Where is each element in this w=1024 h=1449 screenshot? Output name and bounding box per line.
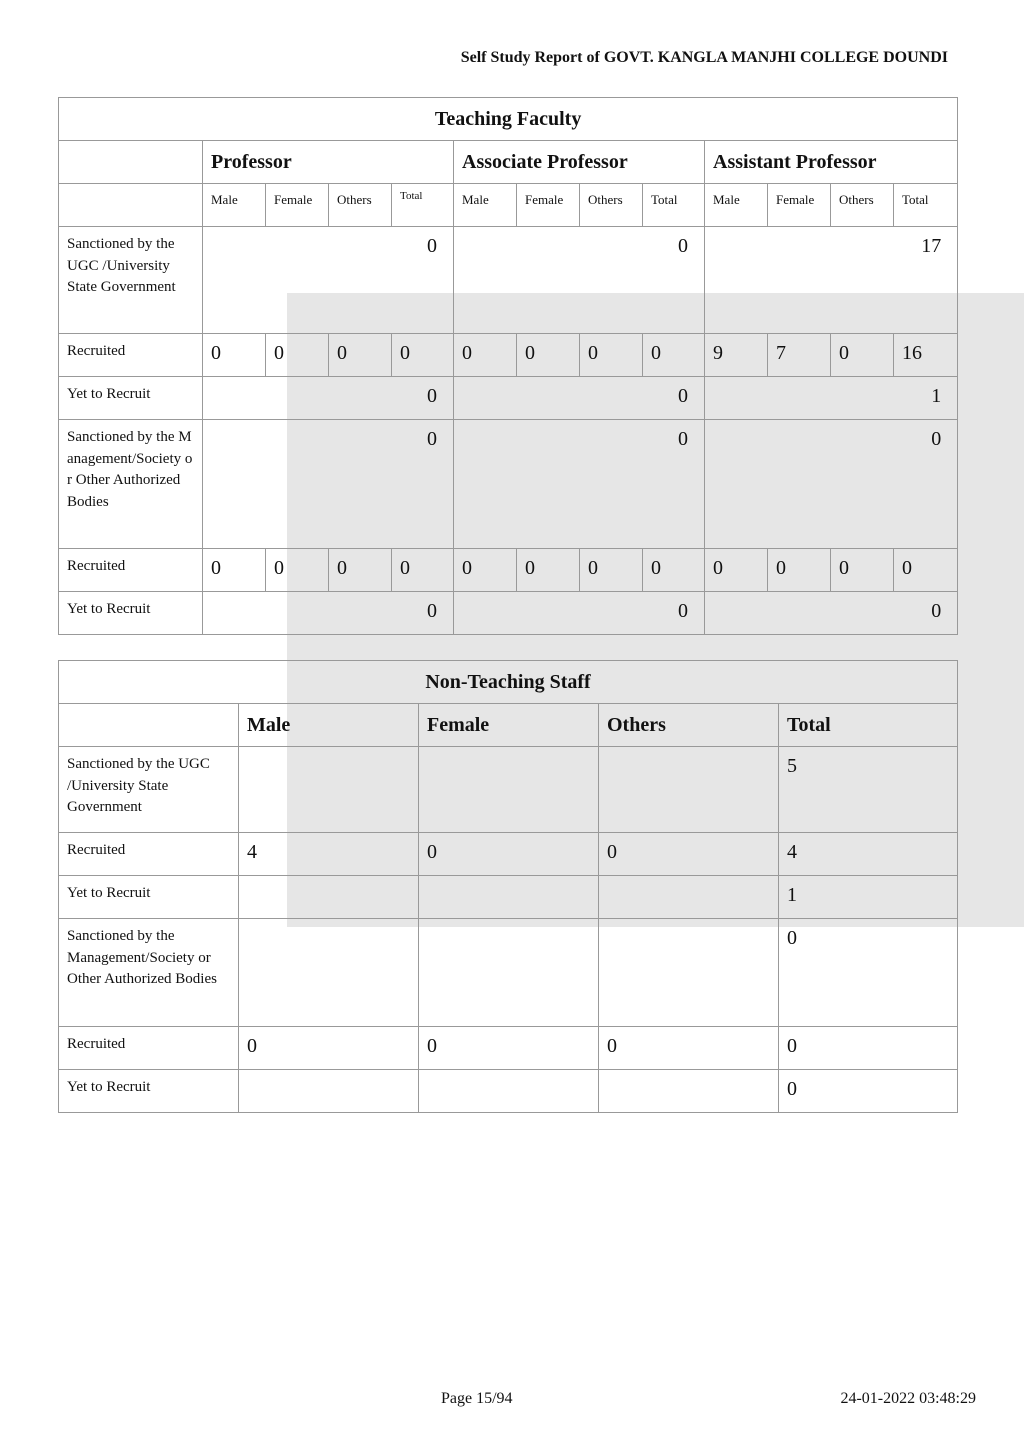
cell-value: 0 xyxy=(779,1070,958,1113)
subheader-female: Female xyxy=(266,184,329,227)
cell-value xyxy=(599,876,779,919)
empty-cell xyxy=(59,704,239,747)
header-male: Male xyxy=(239,704,419,747)
row-label-yet-to-recruit: Yet to Recruit xyxy=(59,876,239,919)
cell-value: 0 xyxy=(454,227,705,334)
cell-value: 16 xyxy=(894,334,958,377)
cell-value: 0 xyxy=(454,549,517,592)
row-label-sanctioned-ugc: Sanctioned by the UGC /University State Government xyxy=(59,747,239,833)
page-number: Page 15/94 xyxy=(441,1390,513,1407)
cell-value: 0 xyxy=(831,549,894,592)
subheader-total: Total xyxy=(392,184,454,227)
subheader-others: Others xyxy=(329,184,392,227)
cell-value xyxy=(419,876,599,919)
cell-value: 9 xyxy=(705,334,768,377)
cell-value xyxy=(239,919,419,1027)
cell-value: 0 xyxy=(392,549,454,592)
cell-value: 17 xyxy=(705,227,958,334)
cell-value: 0 xyxy=(599,1027,779,1070)
group-associate-professor: Associate Professor xyxy=(454,141,705,184)
subheader-others: Others xyxy=(831,184,894,227)
report-header: Self Study Report of GOVT. KANGLA MANJHI COLLEGE DOUNDI xyxy=(460,49,948,66)
header-female: Female xyxy=(419,704,599,747)
non-teaching-staff-table xyxy=(58,660,958,1113)
teaching-table-title: Teaching Faculty xyxy=(59,98,958,141)
cell-value: 0 xyxy=(392,334,454,377)
cell-value: 0 xyxy=(329,334,392,377)
cell-value xyxy=(419,1070,599,1113)
cell-value: 7 xyxy=(768,334,831,377)
cell-value xyxy=(239,1070,419,1113)
timestamp: 24-01-2022 03:48:29 xyxy=(840,1390,976,1407)
cell-value xyxy=(599,747,779,833)
cell-value: 0 xyxy=(779,1027,958,1070)
cell-value: 0 xyxy=(894,549,958,592)
row-label-recruited: Recruited xyxy=(59,549,203,592)
row-label-recruited: Recruited xyxy=(59,1027,239,1070)
subheader-male: Male xyxy=(203,184,266,227)
cell-value: 0 xyxy=(705,420,958,549)
cell-value: 0 xyxy=(203,227,454,334)
empty-cell xyxy=(59,184,203,227)
cell-value: 0 xyxy=(419,1027,599,1070)
cell-value xyxy=(239,747,419,833)
cell-value: 0 xyxy=(203,377,454,420)
cell-value: 0 xyxy=(203,420,454,549)
cell-value: 4 xyxy=(239,833,419,876)
cell-value: 0 xyxy=(705,592,958,635)
cell-value: 5 xyxy=(779,747,958,833)
cell-value: 4 xyxy=(779,833,958,876)
row-label-yet-to-recruit: Yet to Recruit xyxy=(59,1070,239,1113)
row-label-yet-to-recruit: Yet to Recruit xyxy=(59,377,203,420)
cell-value: 1 xyxy=(779,876,958,919)
cell-value xyxy=(239,876,419,919)
cell-value: 0 xyxy=(419,833,599,876)
cell-value: 0 xyxy=(779,919,958,1027)
cell-value: 0 xyxy=(599,833,779,876)
cell-value xyxy=(419,747,599,833)
subheader-male: Male xyxy=(454,184,517,227)
cell-value: 0 xyxy=(454,377,705,420)
non-teaching-table-title: Non-Teaching Staff xyxy=(59,661,958,704)
subheader-female: Female xyxy=(517,184,580,227)
cell-value: 0 xyxy=(643,549,705,592)
teaching-faculty-table xyxy=(58,97,958,635)
cell-value xyxy=(419,919,599,1027)
cell-value: 0 xyxy=(203,334,266,377)
cell-value: 0 xyxy=(454,420,705,549)
cell-value: 0 xyxy=(329,549,392,592)
cell-value: 0 xyxy=(705,549,768,592)
row-label-sanctioned-ugc: Sanctioned by the UGC /University State Government xyxy=(59,227,203,334)
row-label-recruited: Recruited xyxy=(59,334,203,377)
cell-value xyxy=(599,1070,779,1113)
subheader-male: Male xyxy=(705,184,768,227)
cell-value: 0 xyxy=(580,334,643,377)
group-professor: Professor xyxy=(203,141,454,184)
cell-value: 0 xyxy=(643,334,705,377)
cell-value: 0 xyxy=(203,592,454,635)
header-total: Total xyxy=(779,704,958,747)
cell-value: 0 xyxy=(517,334,580,377)
cell-value: 0 xyxy=(580,549,643,592)
row-label-recruited: Recruited xyxy=(59,833,239,876)
header-others: Others xyxy=(599,704,779,747)
cell-value: 0 xyxy=(831,334,894,377)
group-assistant-professor: Assistant Professor xyxy=(705,141,958,184)
cell-value: 0 xyxy=(266,549,329,592)
subheader-others: Others xyxy=(580,184,643,227)
subheader-total: Total xyxy=(643,184,705,227)
row-label-sanctioned-management: Sanctioned by the Management/Society or Other Authorized Bodies xyxy=(59,919,239,1027)
cell-value: 0 xyxy=(454,592,705,635)
cell-value: 0 xyxy=(517,549,580,592)
row-label-sanctioned-management: Sanctioned by the Management/Society or Other Authorized Bodies xyxy=(59,420,203,549)
subheader-total: Total xyxy=(894,184,958,227)
empty-cell xyxy=(59,141,203,184)
cell-value: 0 xyxy=(203,549,266,592)
cell-value: 0 xyxy=(454,334,517,377)
cell-value xyxy=(599,919,779,1027)
subheader-female: Female xyxy=(768,184,831,227)
cell-value: 0 xyxy=(239,1027,419,1070)
cell-value: 1 xyxy=(705,377,958,420)
cell-value: 0 xyxy=(768,549,831,592)
row-label-yet-to-recruit: Yet to Recruit xyxy=(59,592,203,635)
cell-value: 0 xyxy=(266,334,329,377)
